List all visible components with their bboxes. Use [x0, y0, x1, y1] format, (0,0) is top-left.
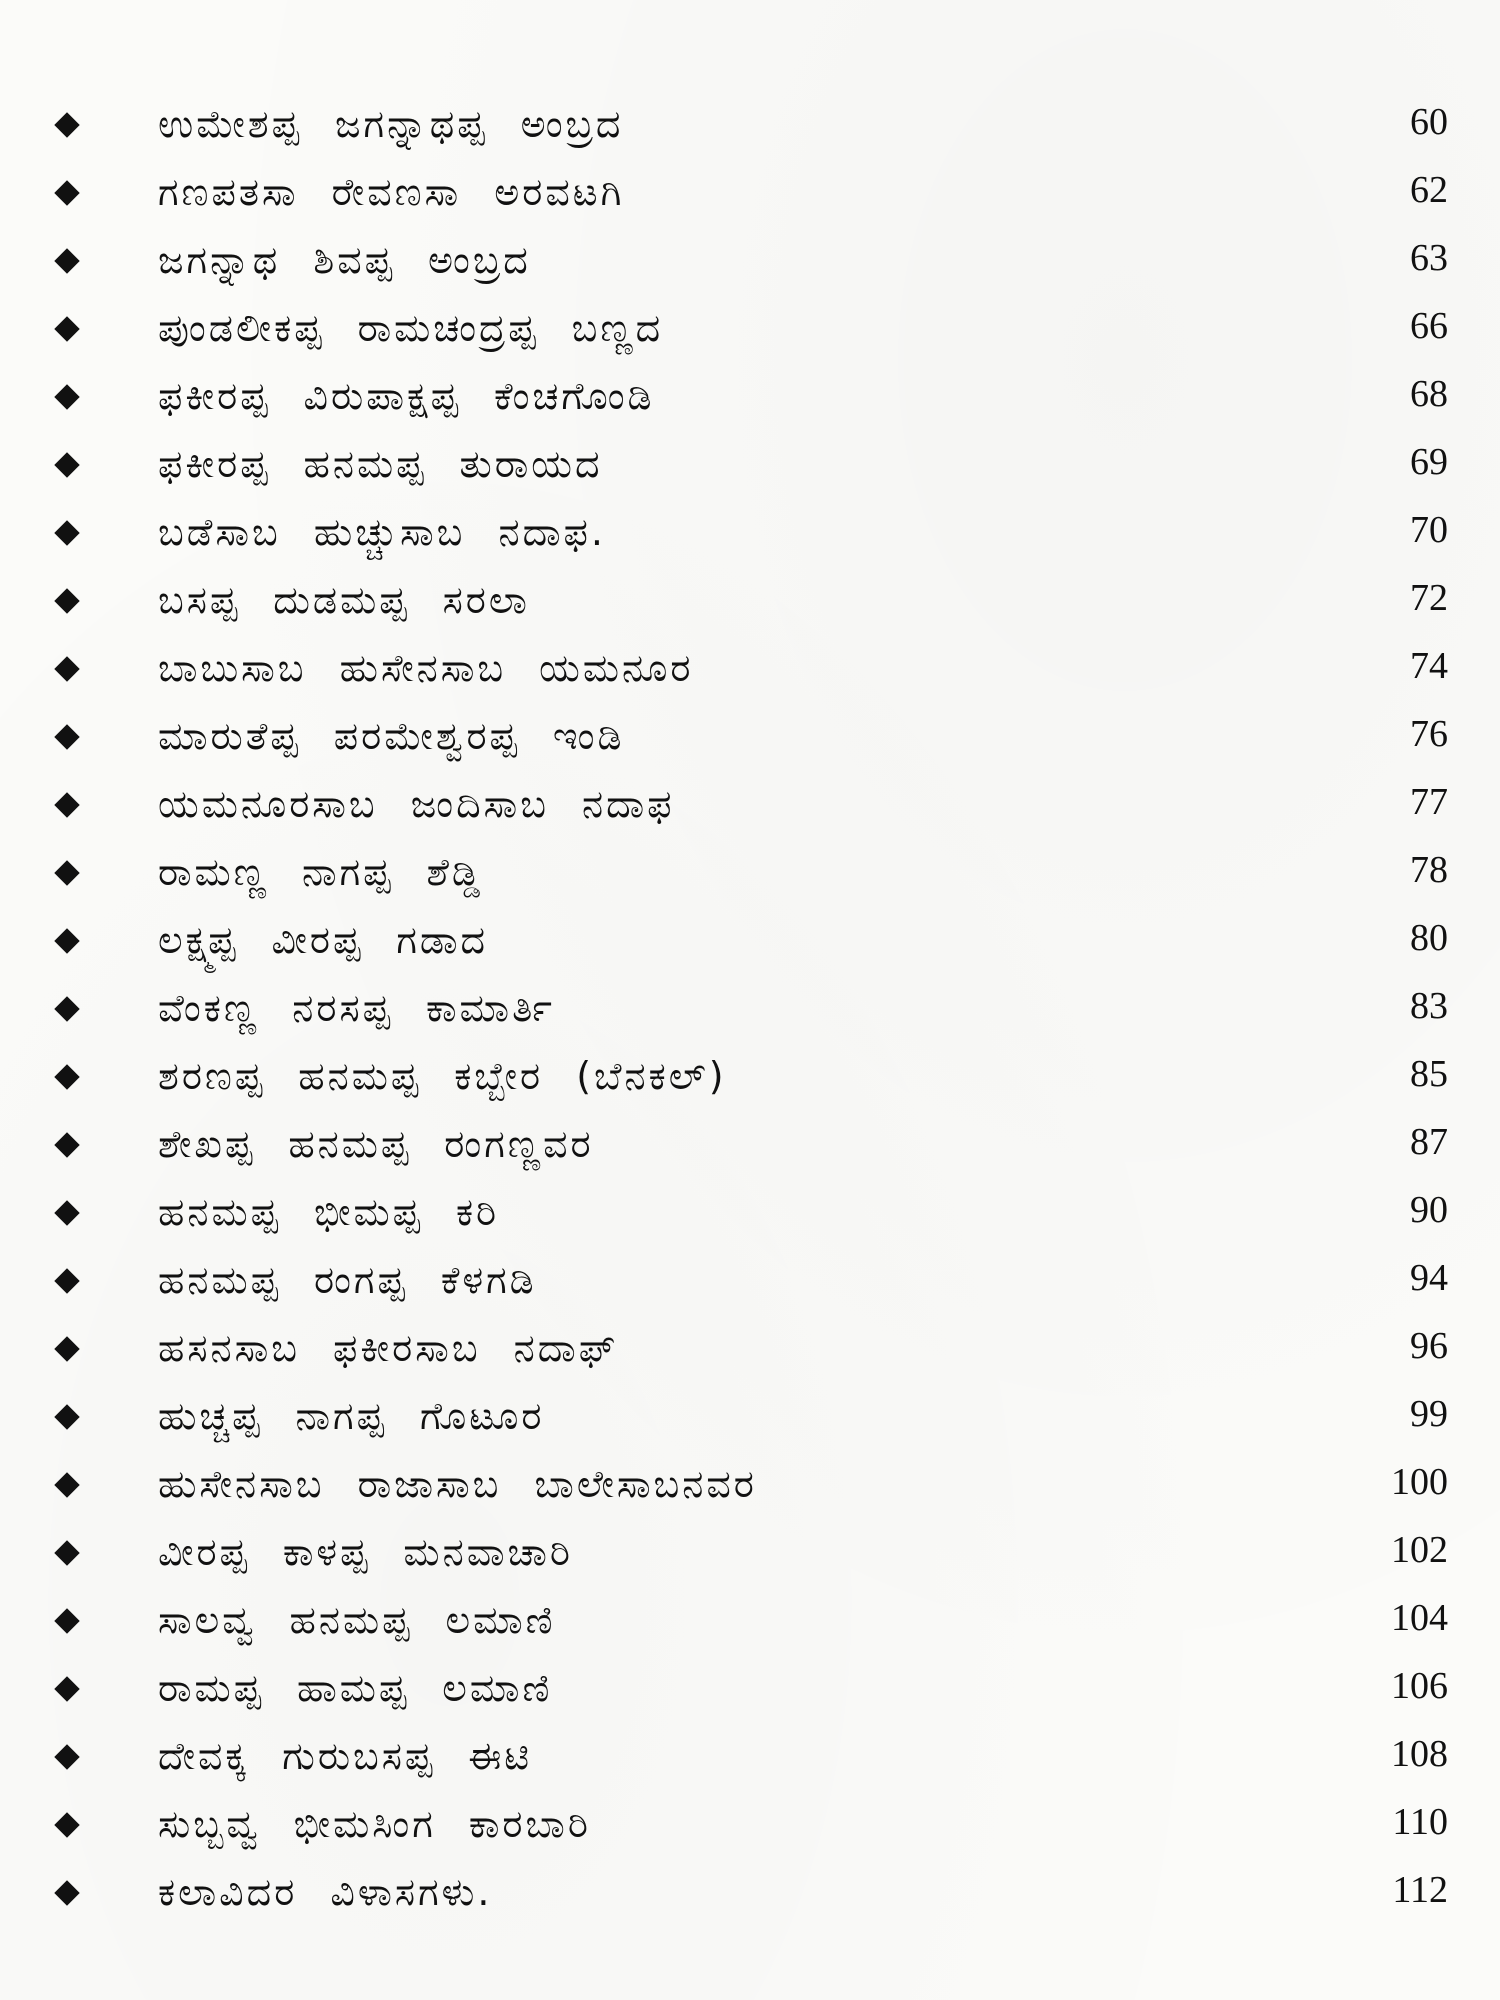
diamond-bullet-icon — [53, 1403, 81, 1431]
toc-entry — [0, 839, 1500, 907]
diamond-bullet-icon — [53, 1743, 81, 1771]
diamond-bullet-icon — [53, 179, 81, 207]
entry-title: ಸುಬ್ಬವ್ವ ಭೀಮಸಿಂಗ ಕಾರಬಾರಿ — [158, 1802, 591, 1846]
entry-title: ಪುಂಡಲೀಕಪ್ಪ ರಾಮಚಂದ್ರಪ್ಪ ಬಣ್ಣದ — [158, 306, 664, 350]
entry-page-number: 69 — [1410, 441, 1448, 483]
toc-entry — [0, 771, 1500, 839]
diamond-bullet-icon — [53, 383, 81, 411]
diamond-bullet-icon — [53, 1199, 81, 1227]
diamond-bullet-icon — [53, 859, 81, 887]
entry-page-number: 70 — [1410, 509, 1448, 551]
entry-title: ಲಕ್ಷ್ಮಪ್ಪ ವೀರಪ್ಪ ಗಡಾದ — [158, 918, 489, 962]
toc-entry — [0, 1655, 1500, 1723]
entry-page-number: 87 — [1410, 1121, 1448, 1163]
toc-entry — [0, 1791, 1500, 1859]
entry-page-number: 102 — [1391, 1529, 1448, 1571]
entry-page-number: 63 — [1410, 237, 1448, 279]
entry-page-number: 62 — [1410, 169, 1448, 211]
entry-title: ಹುಸೇನಸಾಬ ರಾಜಾಸಾಬ ಬಾಲೇಸಾಬನವರ — [158, 1462, 757, 1506]
toc-entry — [0, 1111, 1500, 1179]
toc-entry — [0, 295, 1500, 363]
diamond-bullet-icon — [53, 1335, 81, 1363]
toc-entry — [0, 1859, 1500, 1927]
toc-entry — [0, 1519, 1500, 1587]
toc-entry — [0, 1247, 1500, 1315]
entry-page-number: 83 — [1410, 985, 1448, 1027]
diamond-bullet-icon — [53, 247, 81, 275]
entry-title: ಹನಮಪ್ಪ ಭೀಮಪ್ಪ ಕರಿ — [158, 1190, 500, 1234]
toc-entry — [0, 703, 1500, 771]
toc-entry — [0, 635, 1500, 703]
diamond-bullet-icon — [53, 995, 81, 1023]
diamond-bullet-icon — [53, 1471, 81, 1499]
entry-title: ಹುಚ್ಚಪ್ಪ ನಾಗಪ್ಪ ಗೊಟೂರ — [158, 1394, 545, 1438]
diamond-bullet-icon — [53, 1063, 81, 1091]
entry-title: ಜಗನ್ನಾಥ ಶಿವಪ್ಪ ಅಂಬ್ರದ — [158, 238, 531, 282]
entry-title: ಹನಮಪ್ಪ ರಂಗಪ್ಪ ಕೆಳಗಡಿ — [158, 1258, 537, 1302]
entry-page-number: 110 — [1392, 1801, 1448, 1843]
toc-entry — [0, 1179, 1500, 1247]
toc-entry — [0, 1315, 1500, 1383]
diamond-bullet-icon — [53, 451, 81, 479]
toc-entry — [0, 431, 1500, 499]
entry-title: ಬಸಪ್ಪ ದುಡಮಪ್ಪ ಸರಲಾ — [158, 578, 530, 622]
diamond-bullet-icon — [53, 927, 81, 955]
entry-page-number: 77 — [1410, 781, 1448, 823]
toc-entry — [0, 227, 1500, 295]
entry-title: ಸಾಲವ್ವ ಹನಮಪ್ಪ ಲಮಾಣಿ — [158, 1598, 556, 1642]
entry-title: ಉಮೇಶಪ್ಪ ಜಗನ್ನಾಥಪ್ಪ ಅಂಬ್ರದ — [158, 102, 624, 146]
diamond-bullet-icon — [53, 1539, 81, 1567]
entry-page-number: 90 — [1410, 1189, 1448, 1231]
entry-title: ಹಸನಸಾಬ ಫಕೀರಸಾಬ ನದಾಫ್ — [158, 1326, 619, 1370]
entry-page-number: 72 — [1410, 577, 1448, 619]
diamond-bullet-icon — [53, 1131, 81, 1159]
toc-entry — [0, 91, 1500, 159]
entry-title: ದೇವಕ್ಕ ಗುರುಬಸಪ್ಪ ಈಟಿ — [158, 1734, 533, 1778]
entry-page-number: 85 — [1410, 1053, 1448, 1095]
entry-page-number: 76 — [1410, 713, 1448, 755]
diamond-bullet-icon — [53, 655, 81, 683]
entry-page-number: 68 — [1410, 373, 1448, 415]
toc-entry — [0, 1451, 1500, 1519]
diamond-bullet-icon — [53, 791, 81, 819]
entry-page-number: 94 — [1410, 1257, 1448, 1299]
entry-title: ಫಕೀರಪ್ಪ ಹನಮಪ್ಪ ತುರಾಯದ — [158, 442, 603, 486]
entry-title: ವೀರಪ್ಪ ಕಾಳಪ್ಪ ಮನವಾಚಾರಿ — [158, 1530, 573, 1574]
diamond-bullet-icon — [53, 723, 81, 751]
diamond-bullet-icon — [53, 1811, 81, 1839]
entry-page-number: 74 — [1410, 645, 1448, 687]
entry-title: ಬಾಬುಸಾಬ ಹುಸೇನಸಾಬ ಯಮನೂರ — [158, 646, 694, 690]
entry-title: ಶರಣಪ್ಪ ಹನಮಪ್ಪ ಕಬ್ಬೇರ (ಬೆನಕಲ್) — [158, 1054, 727, 1098]
entry-page-number: 96 — [1410, 1325, 1448, 1367]
toc-entry — [0, 499, 1500, 567]
entry-title: ಶೇಖಪ್ಪ ಹನಮಪ್ಪ ರಂಗಣ್ಣವರ — [158, 1122, 594, 1166]
entry-title: ಕಲಾವಿದರ ವಿಳಾಸಗಳು. — [158, 1870, 493, 1914]
entry-page-number: 100 — [1391, 1461, 1448, 1503]
toc-entry — [0, 907, 1500, 975]
entry-title: ವೆಂಕಣ್ಣ ನರಸಪ್ಪ ಕಾಮಾರ್ತಿ — [158, 986, 555, 1030]
toc-entry — [0, 1587, 1500, 1655]
entry-title: ಮಾರುತೆಪ್ಪ ಪರಮೇಶ್ವರಪ್ಪ ಇಂಡಿ — [158, 714, 625, 758]
entry-page-number: 108 — [1391, 1733, 1448, 1775]
toc-entry — [0, 1043, 1500, 1111]
entry-page-number: 112 — [1392, 1869, 1448, 1911]
toc-entry — [0, 1723, 1500, 1791]
diamond-bullet-icon — [53, 315, 81, 343]
toc-entry — [0, 975, 1500, 1043]
diamond-bullet-icon — [53, 1675, 81, 1703]
entry-page-number: 106 — [1391, 1665, 1448, 1707]
entry-title: ರಾಮಣ್ಣ ನಾಗಪ್ಪ ಶೆಡ್ಡಿ — [158, 850, 484, 894]
diamond-bullet-icon — [53, 519, 81, 547]
entry-page-number: 99 — [1410, 1393, 1448, 1435]
entry-page-number: 80 — [1410, 917, 1448, 959]
toc-entry — [0, 1383, 1500, 1451]
toc-entry — [0, 363, 1500, 431]
entry-title: ಯಮನೂರಸಾಬ ಜಂದಿಸಾಬ ನದಾಫ — [158, 782, 675, 826]
diamond-bullet-icon — [53, 587, 81, 615]
entry-page-number: 60 — [1410, 101, 1448, 143]
toc-entry — [0, 567, 1500, 635]
entry-title: ರಾಮಪ್ಪ ಹಾಮಪ್ಪ ಲಮಾಣಿ — [158, 1666, 553, 1710]
entry-title: ಬಡೆಸಾಬ ಹುಚ್ಚುಸಾಬ ನದಾಫ. — [158, 510, 606, 554]
toc-entry — [0, 159, 1500, 227]
entry-title: ಫಕೀರಪ್ಪ ವಿರುಪಾಕ್ಷಪ್ಪ ಕೆಂಚಗೊಂಡಿ — [158, 374, 655, 418]
table-of-contents — [0, 91, 1500, 1927]
diamond-bullet-icon — [53, 111, 81, 139]
diamond-bullet-icon — [53, 1267, 81, 1295]
entry-title: ಗಣಪತಸಾ ರೇವಣಸಾ ಅರವಟಗಿ — [158, 170, 625, 214]
diamond-bullet-icon — [53, 1879, 81, 1907]
entry-page-number: 78 — [1410, 849, 1448, 891]
diamond-bullet-icon — [53, 1607, 81, 1635]
entry-page-number: 66 — [1410, 305, 1448, 347]
entry-page-number: 104 — [1391, 1597, 1448, 1639]
